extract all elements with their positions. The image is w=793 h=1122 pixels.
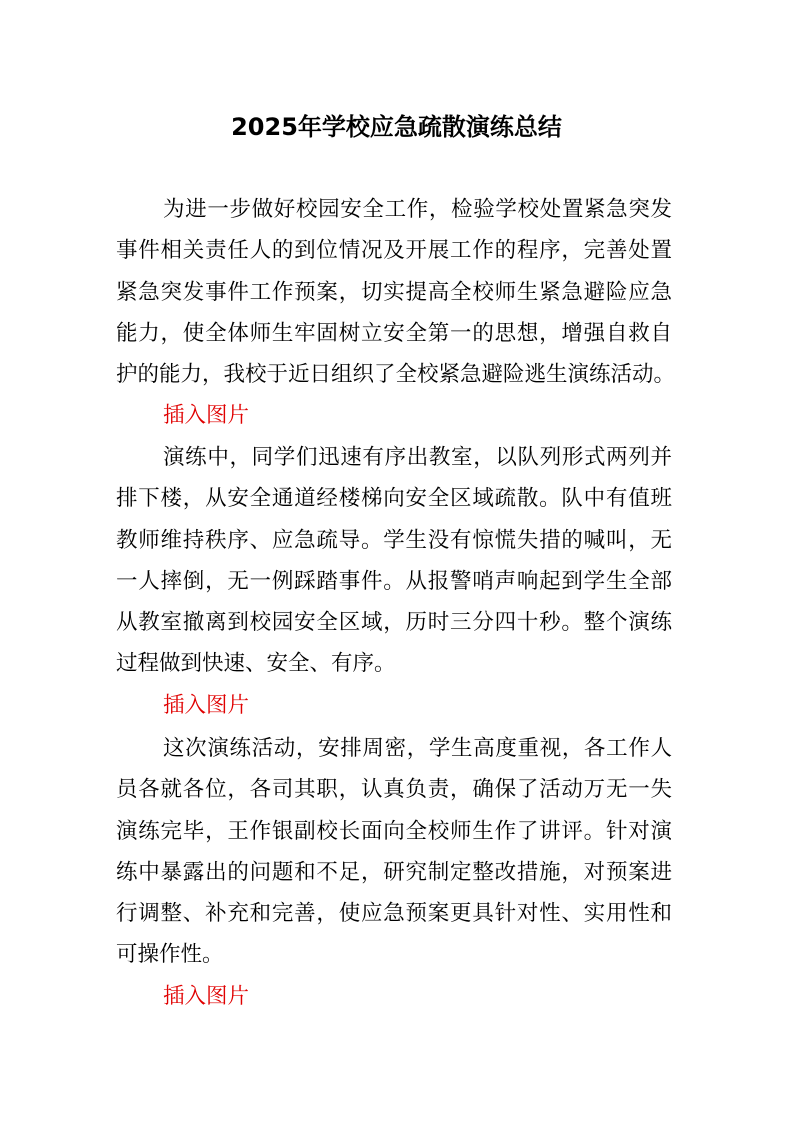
text-line: 员各就各位，各司其职，认真负责，确保了活动万无一失 bbox=[116, 777, 672, 803]
text-line: 演练完毕，王作银副校长面向全校师生作了讲评。针对演 bbox=[116, 818, 672, 844]
paragraph-1 bbox=[116, 189, 676, 437]
text-line: 能力，使全体师生牢固树立安全第一的思想，增强自救自 bbox=[116, 320, 672, 346]
paragraph-3 bbox=[116, 728, 672, 1017]
text-line: 可操作性。 bbox=[116, 942, 224, 968]
document-title: 2025年学校应急疏散演练总结 bbox=[231, 113, 562, 141]
text-line: 从教室撤离到校园安全区域，历时三分四十秒。整个演练 bbox=[116, 610, 672, 636]
text-line: 教师维持秩序、应急疏导。学生没有惊慌失措的喊叫，无 bbox=[116, 527, 672, 553]
paragraph-2 bbox=[116, 437, 672, 726]
text-line: 行调整、补充和完善，使应急预案更具针对性、实用性和 bbox=[116, 901, 672, 927]
text-line: 练中暴露出的问题和不足，研究制定整改措施，对预案进 bbox=[116, 859, 672, 885]
text-line: 一人摔倒，无一例踩踏事件。从报警哨声响起到学生全部 bbox=[116, 568, 672, 594]
text-line: 护的能力，我校于近日组织了全校紧急避险逃生演练活动。 bbox=[116, 362, 676, 388]
insert-image-placeholder: 插入图片 bbox=[163, 403, 250, 429]
text-line: 排下楼，从安全通道经楼梯向安全区域疏散。队中有值班 bbox=[116, 486, 672, 512]
insert-image-placeholder: 插入图片 bbox=[163, 692, 250, 718]
insert-image-placeholder: 插入图片 bbox=[163, 983, 250, 1009]
text-line: 演练中，同学们迅速有序出教室，以队列形式两列并 bbox=[163, 445, 672, 470]
text-line: 紧急突发事件工作预案，切实提高全校师生紧急避险应急 bbox=[116, 279, 672, 305]
text-line: 这次演练活动，安排周密，学生高度重视，各工作人 bbox=[163, 736, 672, 761]
text-line: 事件相关责任人的到位情况及开展工作的程序，完善处置 bbox=[116, 238, 672, 264]
text-line: 为进一步做好校园安全工作，检验学校处置紧急突发 bbox=[163, 197, 672, 222]
text-line: 过程做到快速、安全、有序。 bbox=[116, 651, 396, 677]
